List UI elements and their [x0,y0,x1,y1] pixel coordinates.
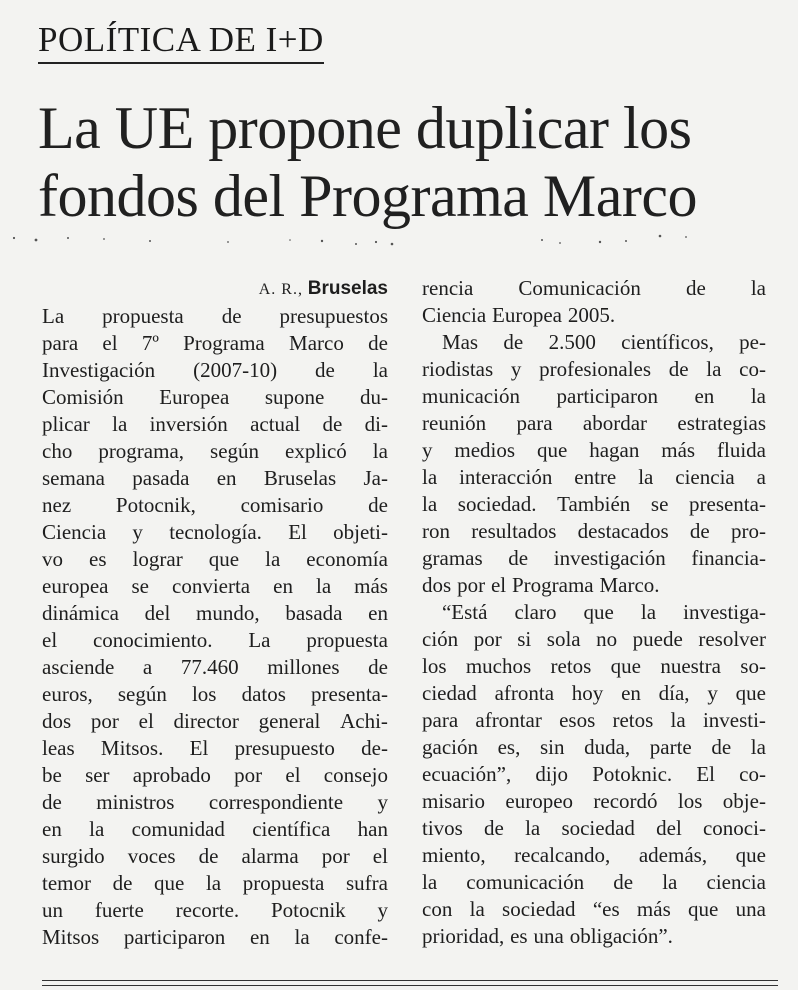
text-line: dinámica del mundo, basada en [42,601,388,625]
text-line: para el 7º Programa Marco de [42,331,388,355]
text-line: municación participaron en la [422,384,766,408]
text-line: los muchos retos que nuestra so- [422,654,766,678]
text-line: vo es lograr que la economía [42,547,388,571]
text-line: reunión para abordar estrategias [422,411,766,435]
text-line: con la sociedad “es más que una [422,897,766,921]
scan-specks [0,230,798,250]
text-line: Ciencia Europea 2005. [422,303,616,327]
byline-initials: A. R., [258,281,303,298]
text-line: tivos de la sociedad del conoci- [422,816,766,840]
column-2-text [422,275,766,950]
text-line: Investigación (2007-10) de la [42,358,388,382]
text-line: nez Potocnik, comisario de [42,493,388,517]
column-1-text [42,303,388,951]
text-line: el conocimiento. La propuesta [42,628,388,652]
text-line: dos por el Programa Marco. [422,573,660,597]
text-line: Mas de 2.500 científicos, pe- [441,330,766,354]
text-line: rencia Comunicación de la [422,276,766,300]
headline-line: La UE propone duplicar los [38,95,692,161]
text-line: gramas de investigación financia- [422,546,766,570]
text-line: ción por si sola no puede resolver [422,627,766,651]
column-2 [422,275,766,950]
text-line: plicar la inversión actual de di- [42,412,388,436]
text-line: gación es, sin duda, parte de la [422,735,766,759]
text-line: y medios que hagan más fluida [422,438,766,462]
text-line: semana pasada en Bruselas Ja- [42,466,388,490]
text-line: be ser aprobado por el consejo [42,763,388,787]
byline [42,275,388,303]
text-line: ecuación”, dijo Potoknic. El co- [422,762,766,786]
headline-line: fondos del Programa Marco [38,163,697,229]
text-line: para afrontar esos retos la investi- [422,708,766,732]
text-line: prioridad, es una obligación”. [422,924,673,948]
text-line: leas Mitsos. El presupuesto de- [42,736,388,760]
text-line: surgido voces de alarma por el [42,844,388,868]
text-line: de ministros correspondiente y [42,790,388,814]
text-line: miento, recalcando, además, que [422,843,766,867]
headline [38,94,778,230]
text-line: cho programa, según explicó la [42,439,388,463]
text-line: La propuesta de presupuestos [42,304,388,328]
text-line: la sociedad. También se presenta- [422,492,766,516]
text-line: asciende a 77.460 millones de [42,655,388,679]
text-line: Ciencia y tecnología. El objeti- [42,520,388,544]
text-line: temor de que la propuesta sufra [42,871,388,895]
text-line: dos por el director general Achi- [42,709,388,733]
text-line: Mitsos participaron en la confe- [42,925,388,949]
text-line: ron resultados destacados de pro- [422,519,766,543]
text-line: europea se convierta en la más [42,574,388,598]
bottom-rule-second [42,985,778,986]
section-heading: POLÍTICA DE I+D [38,22,324,64]
text-line: misario europeo recordó los obje- [422,789,766,813]
text-line: la interacción entre la ciencia a [422,465,766,489]
byline-city: Bruselas [307,278,388,299]
text-line: un fuerte recorte. Potocnik y [42,898,388,922]
text-line: la comunicación de la ciencia [422,870,766,894]
text-line: “Está claro que la investiga- [441,600,766,624]
text-line: ciedad afronta hoy en día, y que [422,681,766,705]
text-line: en la comunidad científica han [42,817,388,841]
bottom-rule [42,980,778,981]
text-line: Comisión Europea supone du- [42,385,388,409]
text-line: riodistas y profesionales de la co- [422,357,766,381]
text-line: euros, según los datos presenta- [42,682,388,706]
column-1 [42,275,388,951]
